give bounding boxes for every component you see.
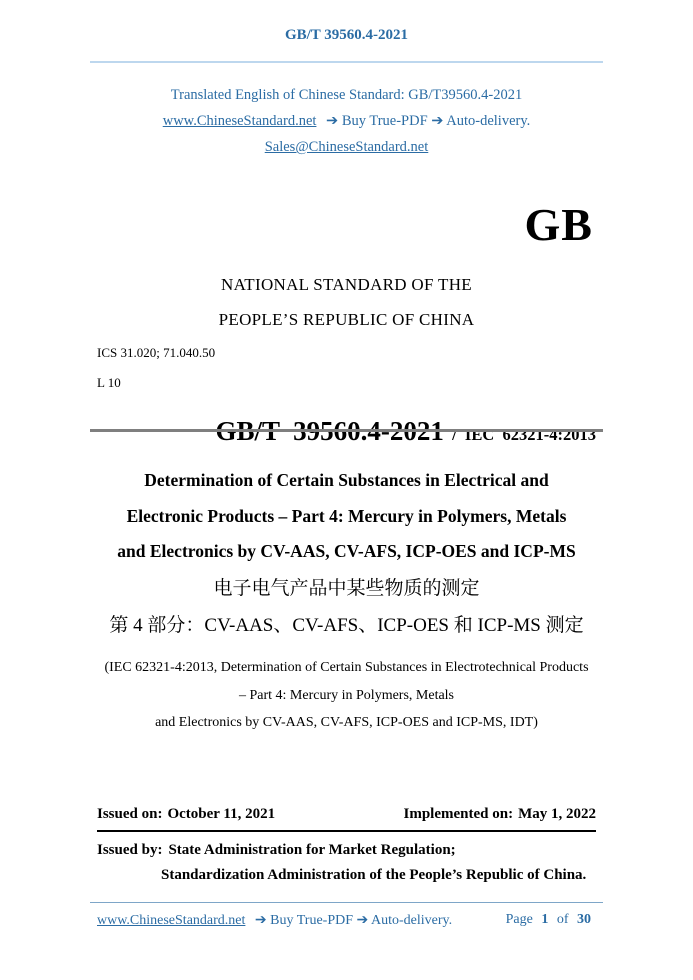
issued-on <box>97 806 275 823</box>
title-chinese-line: 第 4 部分：CV-AAS、CV-AFS、ICP-OES 和 ICP-MS 测定 <box>109 614 584 636</box>
title-idt-line: and Electronics by CV-AAS, CV-AFS, ICP-OES and ICP-MS, IDT) <box>155 715 538 730</box>
title-idt-reference <box>97 654 596 737</box>
title-english-line: Electronic Products – Part 4: Mercury in Polymers, Metals <box>126 505 567 526</box>
issued-on-label: Issued on: <box>97 806 163 822</box>
page-label: Page <box>505 912 533 927</box>
footer-promo-line <box>97 912 452 929</box>
promo-email-line <box>97 134 596 160</box>
title-idt-line: (IEC 62321-4:2013, Determination of Certain Substances in Electrotechnical Products <box>104 660 589 675</box>
ics-code: ICS 31.020; 71.040.50 <box>97 345 216 360</box>
title-english-line: Determination of Certain Substances in Electrical and <box>144 470 549 490</box>
page-current: 1 <box>541 912 549 927</box>
sales-email-link[interactable]: Sales@ChineseStandard.net <box>264 139 429 155</box>
running-header-doc-code: GB/T 39560.4-2021 <box>284 27 409 43</box>
page-footer <box>90 902 603 929</box>
issuer-primary: State Administration for Market Regulation; <box>168 842 456 858</box>
class-code: L 10 <box>97 375 121 390</box>
implemented-on-value: May 1, 2022 <box>518 806 596 822</box>
country-line: PEOPLE’S REPUBLIC OF CHINA <box>218 310 475 329</box>
page-indicator <box>506 912 596 929</box>
website-link[interactable]: www.ChineseStandard.net <box>162 113 317 129</box>
issued-by-row <box>97 838 596 863</box>
standard-number: GB/T 39560.4-2021 <box>215 416 444 446</box>
title-chinese-line: 电子电气产品中某些物质的测定 <box>213 578 480 599</box>
title-english-line: and Electronics by CV-AAS, CV-AFS, ICP-OES and ICP-MS <box>117 541 576 561</box>
buy-instructions-text: ➔ Buy True-PDF ➔ Auto-delivery. <box>326 113 531 129</box>
page-total: 30 <box>577 912 591 927</box>
iec-reference: / IEC 62321-4:2013 <box>443 425 596 444</box>
gb-logo: GB <box>524 199 593 250</box>
footer-buy-instructions-text: ➔ Buy True-PDF ➔ Auto-delivery. <box>254 913 453 928</box>
implemented-on-label: Implemented on: <box>403 806 514 822</box>
header-divider-line <box>90 61 603 63</box>
title-chinese <box>97 571 596 644</box>
issued-by-label: Issued by: <box>97 842 163 858</box>
masthead-divider-line <box>90 429 603 432</box>
national-standard-heading <box>97 267 596 337</box>
page-of-label: of <box>556 912 569 927</box>
title-idt-line: – Part 4: Mercury in Polymers, Metals <box>238 687 455 703</box>
title-english <box>97 463 596 570</box>
issuance-block <box>97 806 596 888</box>
promo-buy-line <box>97 108 596 134</box>
issuer-secondary: Standardization Administration of the People’s Republic of China. <box>161 867 587 883</box>
standard-of-line: NATIONAL STANDARD OF THE <box>221 275 472 294</box>
issue-dates-row <box>97 806 596 832</box>
footer-website-link[interactable]: www.ChineseStandard.net <box>97 913 246 928</box>
issued-on-value: October 11, 2021 <box>167 806 276 822</box>
implemented-on <box>404 806 597 823</box>
translation-promo-block <box>97 82 596 160</box>
translation-title-line: Translated English of Chinese Standard: GB/T39560.4-2021 <box>170 87 523 103</box>
